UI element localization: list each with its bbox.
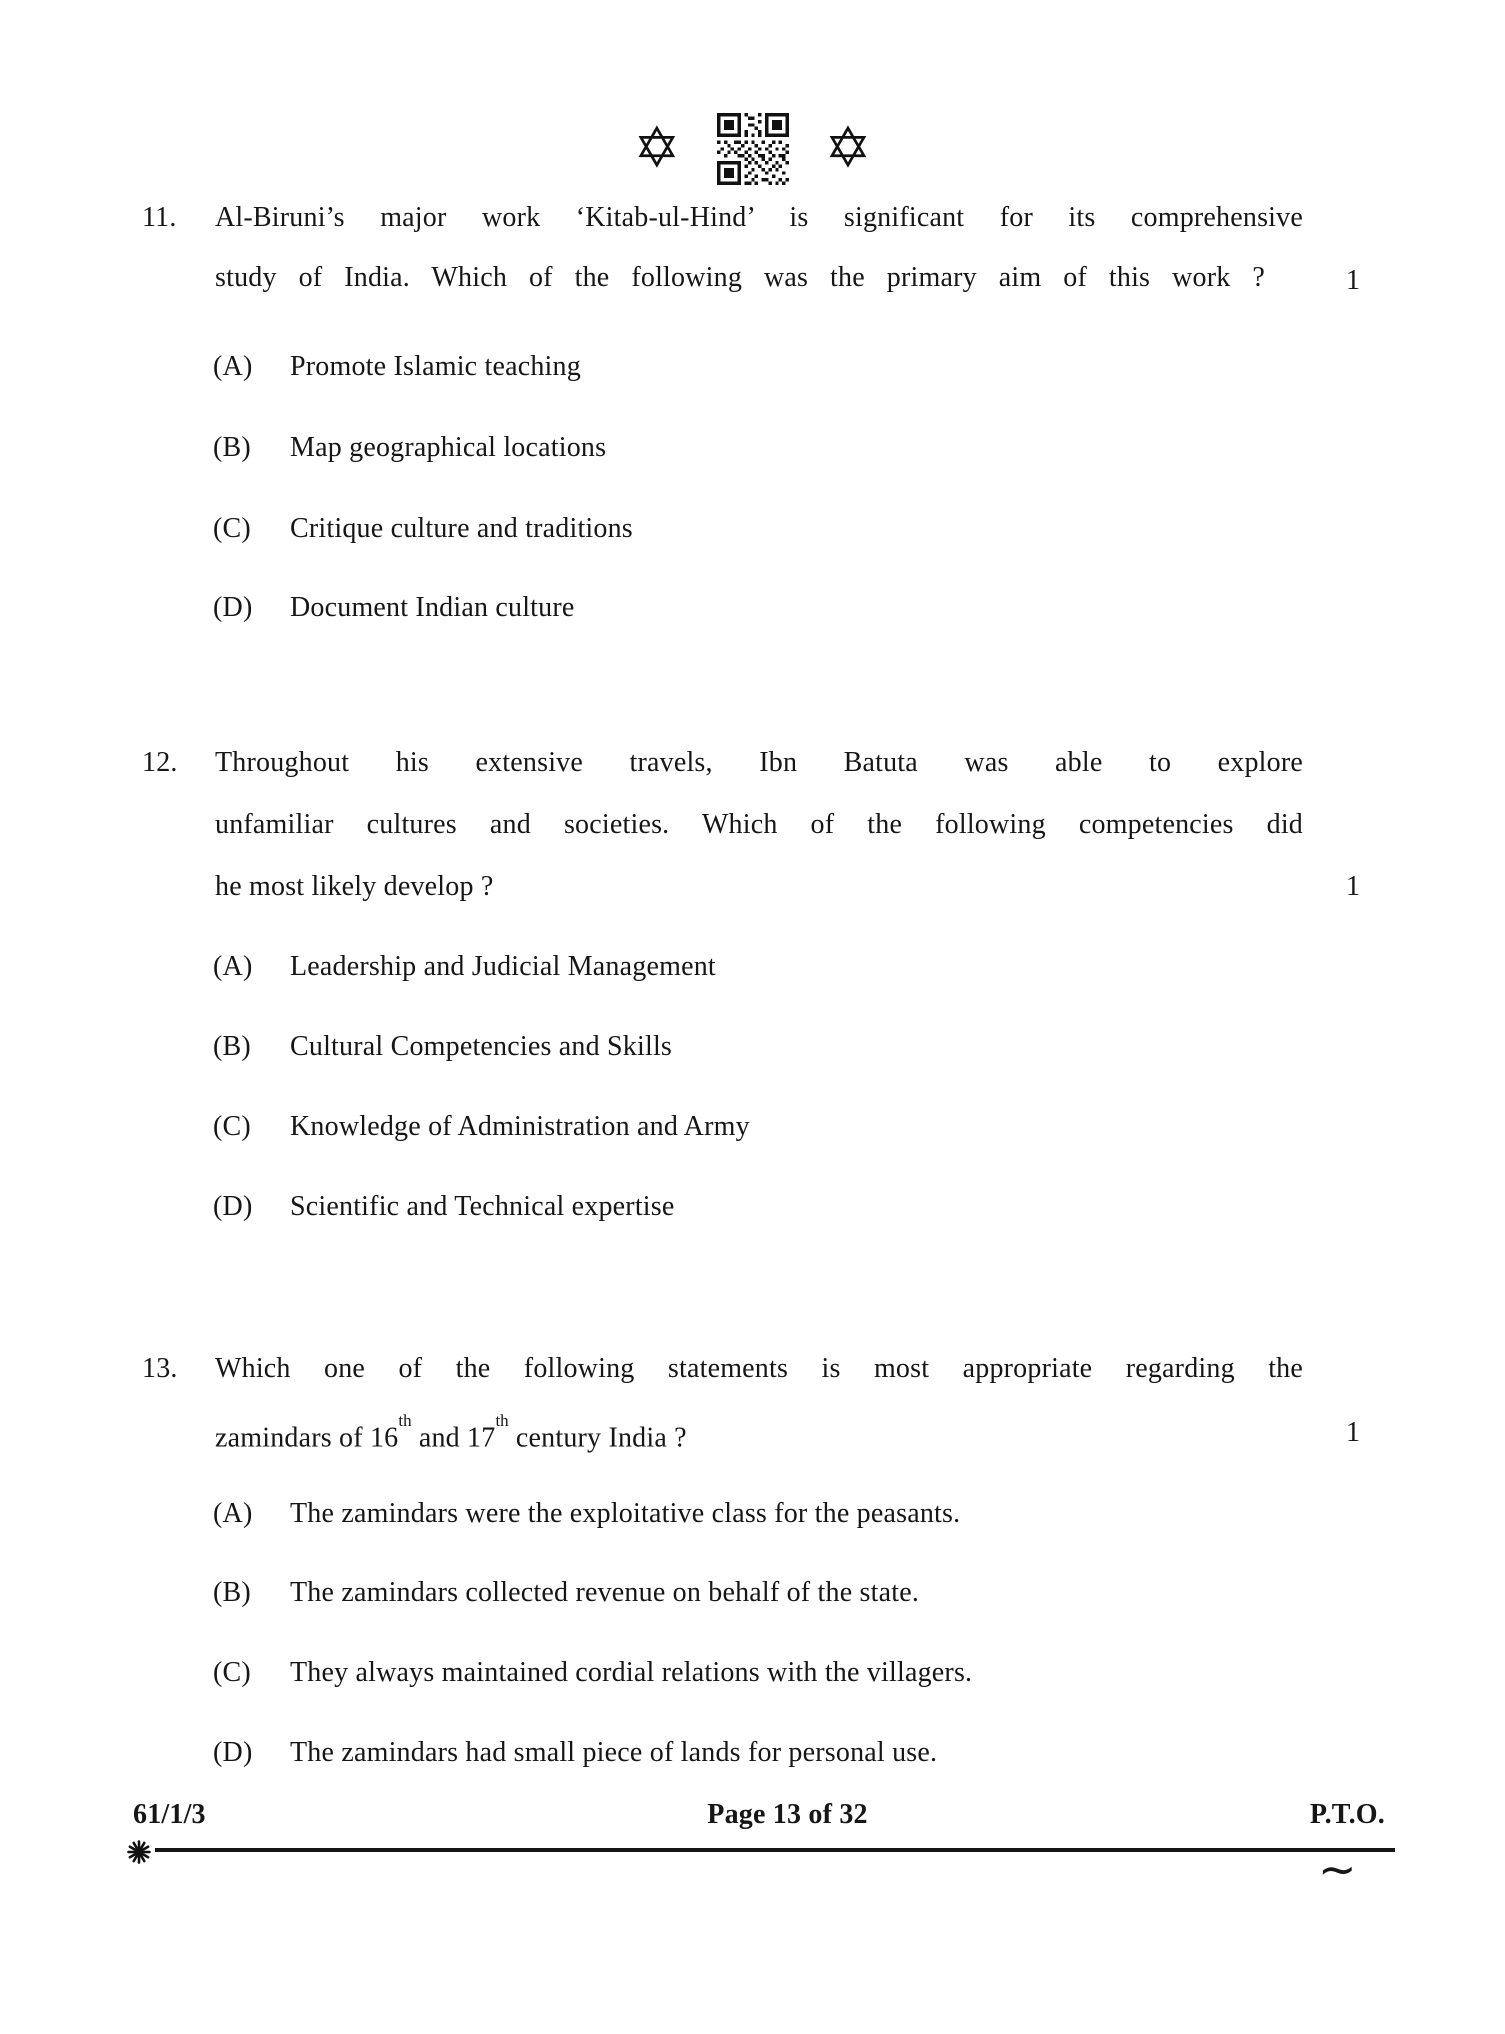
option-text: Leadership and Judicial Management xyxy=(290,951,716,982)
pto-label: P.T.O. xyxy=(1309,1799,1385,1830)
option-text: The zamindars were the exploitative class for the peasants. xyxy=(290,1498,961,1529)
question-line: Al-Biruni’s major work ‘Kitab-ul-Hind’ is significant for its comprehensive xyxy=(215,202,1303,233)
question-line: Throughout his extensive travels, Ibn Batuta was able to explore xyxy=(215,747,1303,778)
option-text: Critique culture and traditions xyxy=(290,513,633,544)
option-row xyxy=(213,1576,1333,1610)
question-number: 12. xyxy=(142,747,178,778)
option-label: (D) xyxy=(213,592,253,623)
marks-value: 1 xyxy=(1346,871,1361,902)
flower-asterisk-icon xyxy=(127,1840,151,1864)
question-line-part: and 17 xyxy=(411,1422,496,1454)
option-row xyxy=(213,1497,1333,1531)
option-text: Cultural Competencies and Skills xyxy=(290,1031,673,1062)
question-line-part: zamindars of 16 xyxy=(215,1422,399,1454)
option-text: Map geographical locations xyxy=(290,432,607,463)
option-label: (D) xyxy=(213,1737,253,1768)
question-line: he most likely develop ? xyxy=(215,871,494,902)
option-text: The zamindars collected revenue on behalf of the state. xyxy=(290,1577,920,1608)
option-text: Knowledge of Administration and Army xyxy=(290,1111,750,1142)
star-of-david-icon: ✡ xyxy=(633,116,681,181)
superscript: th xyxy=(495,1411,509,1430)
option-label: (C) xyxy=(213,513,251,544)
option-text: The zamindars had small piece of lands for personal use. xyxy=(290,1737,938,1768)
option-row xyxy=(213,512,1333,546)
option-text: They always maintained cordial relations with the villagers. xyxy=(290,1657,973,1688)
option-label: (C) xyxy=(213,1657,251,1688)
option-text: Promote Islamic teaching xyxy=(290,351,581,382)
option-label: (B) xyxy=(213,432,251,463)
qr-code-icon xyxy=(717,113,789,185)
option-row xyxy=(213,591,1333,625)
option-label: (D) xyxy=(213,1191,253,1222)
question-line: Which one of the following statements is most appropriate regarding the xyxy=(215,1353,1303,1384)
question-line xyxy=(215,1411,1303,1455)
option-label: (B) xyxy=(213,1031,251,1062)
question-number: 11. xyxy=(142,202,177,233)
marks-value: 1 xyxy=(1346,265,1361,296)
option-row xyxy=(213,950,1333,984)
option-row xyxy=(213,1656,1333,1690)
question-line: study of India. Which of the following was the primary aim of this work ? xyxy=(215,262,1265,293)
footer-divider xyxy=(155,1848,1395,1852)
paper-code: 61/1/3 xyxy=(133,1799,206,1830)
marks-value: 1 xyxy=(1346,1417,1361,1448)
question-number: 13. xyxy=(142,1353,178,1384)
option-label: (A) xyxy=(213,951,253,982)
option-row xyxy=(213,1736,1333,1770)
option-row xyxy=(213,1030,1333,1064)
option-row xyxy=(213,350,1333,384)
question-line-part: century India ? xyxy=(508,1422,687,1454)
option-label: (B) xyxy=(213,1577,251,1608)
option-row xyxy=(213,1110,1333,1144)
star-of-david-icon: ✡ xyxy=(824,116,872,181)
option-row xyxy=(213,431,1333,465)
option-text: Document Indian culture xyxy=(290,592,575,623)
header-symbols xyxy=(0,112,1505,186)
question-line: unfamiliar cultures and societies. Which of the following competencies did xyxy=(215,809,1303,840)
tilde-mark: ~ xyxy=(1318,1842,1357,1896)
option-label: (C) xyxy=(213,1111,251,1142)
superscript: th xyxy=(398,1411,412,1430)
option-label: (A) xyxy=(213,351,253,382)
option-row xyxy=(213,1190,1333,1224)
option-text: Scientific and Technical expertise xyxy=(290,1191,675,1222)
page-number: Page 13 of 32 xyxy=(707,1799,868,1830)
option-label: (A) xyxy=(213,1498,253,1529)
